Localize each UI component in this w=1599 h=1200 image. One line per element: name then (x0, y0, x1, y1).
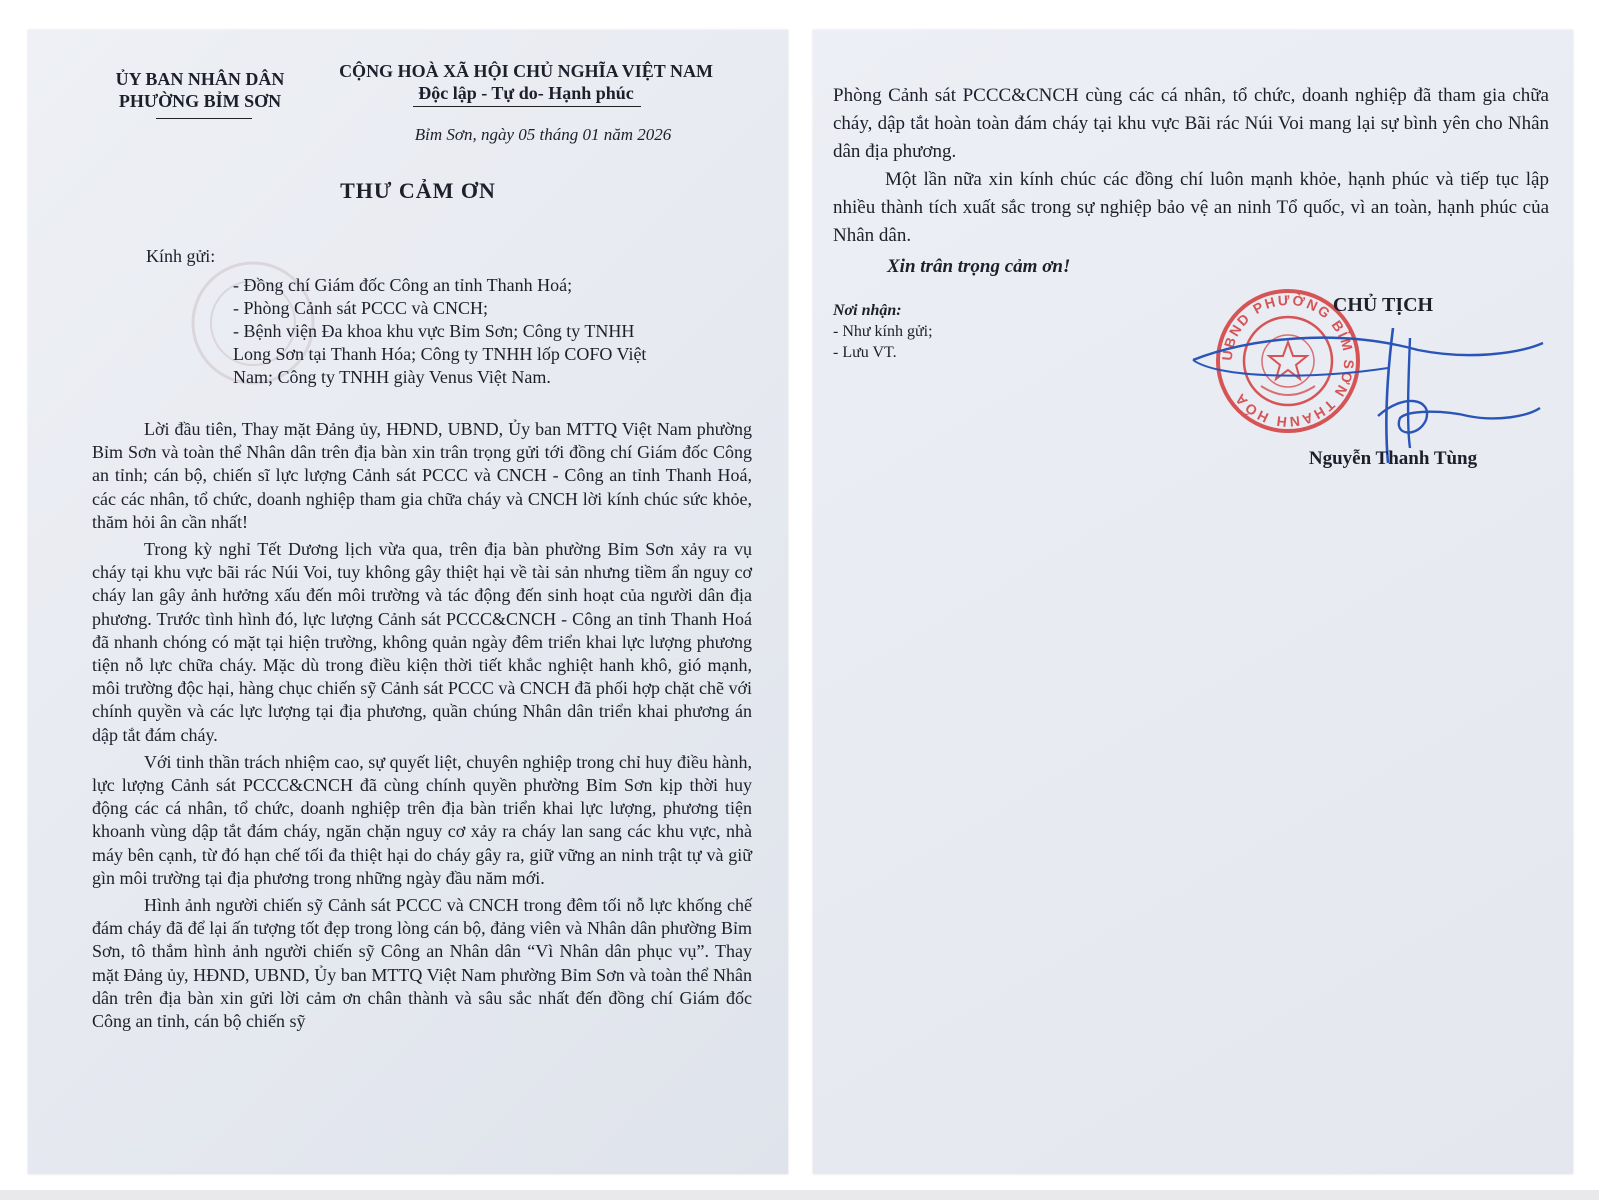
letter-page-2 (813, 30, 1573, 1174)
letter-title: THƯ CẢM ƠN (340, 178, 496, 203)
agency-line-1: ỦY BAN NHÂN DÂN (115, 69, 285, 89)
recipient-item: Long Sơn tại Thanh Hóa; Công ty TNHH lốp COFO Việt (233, 344, 647, 364)
recipients-entry: - Như kính gửi; (833, 323, 933, 340)
recipients-label: Nơi nhận: (833, 302, 902, 319)
body-paragraph: Hình ảnh người chiến sỹ Cảnh sát PCCC và CNCH trong đêm tối nỗ lực khống chế đám cháy đã để lại ấn tượng tốt đẹp trong lòng cán bộ, đảng viên và Nhân dân phường Bỉm Sơn, tô thắm hình ảnh người chiến sỹ Công an Nhân dân “Vì Nhân dân phục vụ”. Thay mặt Đảng ủy, HĐND, UBND, Ủy ban MTTQ Việt Nam phường Bỉm Sơn và toàn thể Nhân dân trên địa bàn xin gửi lời cảm ơn chân thành và sâu sắc nhất đến đồng chí Giám đốc Công an tỉnh, cán bộ chiến sỹ (92, 895, 752, 1032)
recipient-item: - Đồng chí Giám đốc Công an tỉnh Thanh Hoá; (233, 275, 573, 295)
recipient-item: Nam; Công ty TNHH giày Venus Việt Nam. (233, 367, 551, 387)
agency-underline (156, 118, 252, 119)
signer-name: Nguyễn Thanh Tùng (1308, 448, 1478, 469)
national-header (326, 60, 726, 104)
issuing-agency (110, 68, 290, 112)
continuation-paragraph: Phòng Cảnh sát PCCC&CNCH cùng các cá nhân, tổ chức, doanh nghiệp đã tham gia chữa cháy, dập tắt hoàn toàn đám cháy tại khu vực Bãi rác Núi Voi mang lại sự bình yên cho Nhân dân địa phương. (833, 85, 1549, 162)
body-paragraph: Lời đầu tiên, Thay mặt Đảng ủy, HĐND, UBND, Ủy ban MTTQ Việt Nam phường Bỉm Sơn và toàn thể Nhân dân trên địa bàn xin trân trọng gửi tới đồng chí Giám đốc Công an tỉnh; cán bộ, chiến sĩ lực lượng Cảnh sát PCCC và CNCH - Công an tỉnh Thanh Hoá, các các nhân, tổ chức, doanh nghiệp tham gia chữa cháy và CNCH lời kính chúc sức khỏe, thăm hỏi ân cần nhất! (92, 419, 752, 532)
recipient-item: - Bệnh viện Đa khoa khu vực Bỉm Sơn; Công ty TNHH (233, 321, 635, 341)
recipients-entry: - Lưu VT. (833, 344, 897, 361)
recipient-item: - Phòng Cảnh sát PCCC và CNCH; (233, 298, 489, 318)
date-line: Bỉm Sơn, ngày 05 tháng 01 năm 2026 (414, 125, 672, 144)
wishes-paragraph: Một lần nữa xin kính chúc các đồng chí luôn mạnh khỏe, hạnh phúc và tiếp tục lập nhiều thành tích xuất sắc trong sự nghiệp bảo vệ an ninh Tổ quốc, vì an toàn, hạnh phúc của Nhân dân. (833, 169, 1549, 246)
recipients-block (833, 300, 933, 363)
national-motto: Độc lập - Tự do- Hạnh phúc (418, 83, 634, 103)
bottom-border (0, 1190, 1599, 1200)
letter-body-continued (833, 82, 1549, 250)
closing-thanks: Xin trân trọng cảm ơn! (887, 256, 1071, 277)
body-paragraph: Trong kỳ nghỉ Tết Dương lịch vừa qua, trên địa bàn phường Bỉm Sơn xảy ra vụ cháy tại khu vực bãi rác Núi Voi, tuy không gây thiệt hại về tài sản nhưng tiềm ẩn nguy cơ cháy lan gây ảnh hưởng xấu đến môi trường và tác động đến sinh hoạt của người dân địa phương. Trước tình hình đó, lực lượng Cảnh sát PCCC&CNCH - Công an tỉnh Thanh Hoá đã nhanh chóng có mặt tại hiện trường, không quản ngày đêm triển khai lực lượng phương tiện nỗ lực chữa cháy. Mặc dù trong điều kiện thời tiết khắc nghiệt hanh khô, gió mạnh, môi trường độc hại, hàng chục chiến sỹ Cảnh sát PCCC và CNCH đã phối hợp chặt chẽ với chính quyền và các lực lượng tại địa phương, quần chúng Nhân dân triển khai phương án dập tắt đám cháy. (92, 539, 752, 745)
recipient-list (233, 274, 733, 389)
signer-title: CHỦ TỊCH (1332, 294, 1434, 316)
nation-name: CỘNG HOÀ XÃ HỘI CHỦ NGHĨA VIỆT NAM (339, 61, 713, 81)
agency-line-2: PHƯỜNG BỈM SƠN (118, 91, 282, 111)
stamp-text: UBND PHƯỜNG BỈM SƠN THANH HÓA (1218, 291, 1358, 431)
letter-body (92, 418, 752, 1037)
body-paragraph: Với tinh thần trách nhiệm cao, sự quyết liệt, chuyên nghiệp trong chỉ huy điều hành, lực lượng Cảnh sát PCCC&CNCH đã cùng chính quyền phường Bỉm Sơn kịp thời huy động các cá nhân, tổ chức, doanh nghiệp trên địa bàn triển khai lực lượng, phương tiện khoanh vùng dập tắt đám cháy, ngăn chặn nguy cơ xảy ra cháy lan sang các khu vực, nhà máy bên cạnh, từ đó hạn chế tối đa thiệt hại do cháy gây ra, giữ vững an ninh trật tự và giữ gìn môi trường tại địa phương trong những ngày đầu năm mới. (92, 751, 752, 888)
letter-page-1 (28, 30, 788, 1174)
greeting: Kính gửi: (146, 246, 216, 266)
motto-underline (413, 106, 641, 107)
